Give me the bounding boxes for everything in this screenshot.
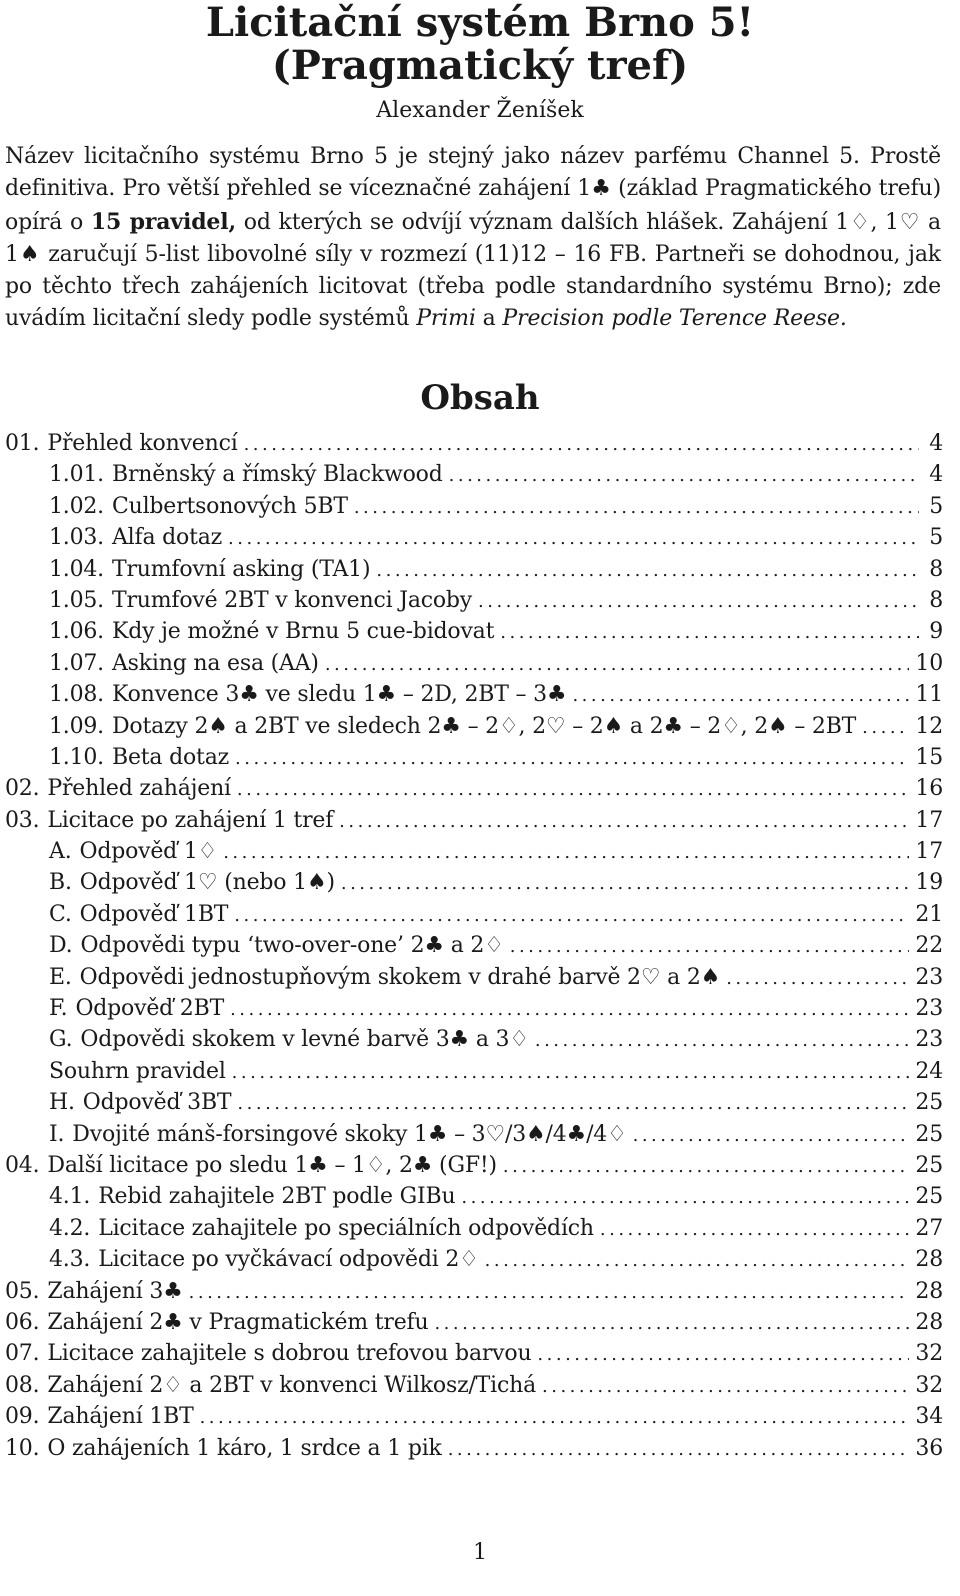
toc-entry-page: 15 <box>915 744 943 770</box>
toc-entry-text: Přehled zahájení <box>47 776 231 802</box>
toc-entry-label <box>49 1056 226 1087</box>
toc-entry-label <box>5 1433 442 1464</box>
toc-entry-label <box>5 805 333 836</box>
toc-leader-dots <box>237 774 910 805</box>
toc-entry-page: 28 <box>915 1247 943 1273</box>
toc-entry-text: Odpověď 1BT <box>79 901 229 927</box>
toc-entry-label <box>49 899 228 930</box>
toc-leader-dots <box>448 1434 910 1465</box>
toc-entry-text: Další licitace po sledu 1♣ – 1♢, 2♣ (GF!) <box>47 1152 497 1178</box>
toc-entry[interactable] <box>5 1433 943 1464</box>
toc-leader-dots <box>510 931 910 962</box>
toc-entry-label <box>49 491 348 522</box>
toc-entry[interactable] <box>5 1119 943 1150</box>
toc-leader-dots <box>228 523 919 554</box>
toc-entry-text: Dvojité mánš-forsingové skoky 1♣ – 3♡/3♠/4♣/4♢ <box>72 1121 627 1147</box>
toc-entry-text: Odpovědi typu ‘two-over-one’ 2♣ a 2♢ <box>80 933 504 959</box>
toc-entry-label <box>49 522 222 553</box>
toc-entry-text: Beta dotaz <box>111 744 229 770</box>
toc-entry-label <box>5 1401 194 1432</box>
toc-entry-text: Odpověď 2BT <box>75 996 225 1022</box>
toc-entry-text: Trumfovní asking (TA1) <box>111 556 371 582</box>
toc-entry-number: H. <box>49 1090 75 1116</box>
toc-entry-text: Culbertsonových 5BT <box>111 493 348 519</box>
toc-entry-number: C. <box>49 901 72 927</box>
toc-entry-label <box>49 1244 479 1275</box>
toc-entry-label <box>49 459 443 490</box>
toc-entry-label <box>5 1338 531 1369</box>
toc-leader-dots <box>449 460 919 491</box>
toc-entry[interactable] <box>5 742 943 773</box>
toc-entry-label <box>5 1370 536 1401</box>
toc-leader-dots <box>341 868 910 899</box>
toc-entry-text: Přehled konvencí <box>47 431 238 456</box>
toc-leader-dots <box>542 1371 909 1402</box>
toc-entry-number: 10. <box>5 1435 40 1461</box>
toc-entry[interactable] <box>5 428 943 459</box>
toc-entry-page: 25 <box>915 1121 943 1147</box>
toc-entry-page: 28 <box>915 1309 943 1335</box>
toc-entry-text: Zahájení 2♣ v Pragmatickém trefu <box>47 1309 429 1335</box>
toc-entry[interactable] <box>5 1213 943 1244</box>
toc-leader-dots <box>235 743 909 774</box>
toc-leader-dots <box>500 617 919 648</box>
toc-entry[interactable] <box>5 773 943 804</box>
toc-entry[interactable] <box>5 993 943 1024</box>
toc-entry-page: 34 <box>915 1404 943 1430</box>
toc-entry-text: Licitace po vyčkávací odpovědi 2♢ <box>98 1247 479 1273</box>
toc-entry-text: Licitace zahajitele po speciálních odpovědích <box>98 1215 594 1241</box>
toc-entry-number: 07. <box>5 1341 40 1367</box>
toc-entry-page: 21 <box>915 901 943 927</box>
toc-leader-dots <box>434 1308 909 1339</box>
toc-entry-page: 23 <box>915 964 943 990</box>
toc-entry[interactable] <box>5 1150 943 1181</box>
toc-entry-number: G. <box>49 1027 73 1053</box>
toc-entry-page: 32 <box>915 1372 943 1398</box>
toc-entry-label <box>5 773 231 804</box>
toc-entry-number: 1.02. <box>49 493 104 519</box>
intro-text-3: a <box>475 306 503 332</box>
toc-leader-dots <box>478 586 919 617</box>
toc-leader-dots <box>354 492 919 523</box>
toc-entry-text: Kdy je možné v Brnu 5 cue-bidovat <box>111 619 495 645</box>
toc-entry[interactable] <box>5 554 943 585</box>
toc-entry-label <box>5 1150 497 1181</box>
toc-entry-label <box>49 1213 594 1244</box>
toc-entry[interactable] <box>5 1338 943 1369</box>
toc-leader-dots <box>376 555 919 586</box>
toc-entry-page: 9 <box>929 619 943 645</box>
toc-entry-label <box>49 993 224 1024</box>
toc-entry-number: 05. <box>5 1278 40 1304</box>
toc-entry-text: Licitace po zahájení 1 tref <box>47 807 334 833</box>
toc-entry[interactable] <box>5 1401 943 1432</box>
author-name: Alexander Ženíšek <box>376 98 584 123</box>
toc-entry-number: 1.08. <box>49 682 104 708</box>
toc-entry[interactable] <box>5 616 943 647</box>
toc-entry-number: E. <box>49 964 72 990</box>
toc-entry[interactable] <box>5 1024 943 1055</box>
toc-entry[interactable] <box>5 585 943 616</box>
toc-entry-page: 24 <box>915 1058 943 1084</box>
intro-text-1: Název licitačního systému Brno 5 je stejný jako název parfému Channel 5. Prostě definitiva. Pro větší přehled se víceznačné zahájení 1♣ (základ Pragmatického trefu) opírá o <box>5 144 941 235</box>
toc-entry[interactable] <box>5 1244 943 1275</box>
toc-entry-page: 17 <box>915 839 943 865</box>
toc-entry[interactable] <box>5 836 943 867</box>
toc-entry-page: 12 <box>915 713 943 739</box>
toc-entry-label <box>49 1181 455 1212</box>
toc-leader-dots <box>234 900 909 931</box>
toc-entry-number: 1.01. <box>49 462 104 488</box>
toc-entry-page: 11 <box>915 682 943 708</box>
toc-entry-page: 25 <box>915 1090 943 1116</box>
toc-entry-label <box>5 1276 183 1307</box>
toc-entry-number: 09. <box>5 1404 40 1430</box>
toc-entry[interactable] <box>5 679 943 710</box>
toc-entry-text: Zahájení 3♣ <box>47 1278 183 1304</box>
toc-entry-text: O zahájeních 1 káro, 1 srdce a 1 pik <box>47 1435 442 1461</box>
toc-entry-number: 1.06. <box>49 619 104 645</box>
toc-entry-label <box>49 1119 627 1150</box>
toc-entry-page: 25 <box>915 1184 943 1210</box>
toc-entry[interactable] <box>5 1307 943 1338</box>
toc-entry-page: 8 <box>929 587 943 613</box>
document-title: Licitační systém Brno 5! <box>205 0 755 46</box>
toc-entry-text: Zahájení 1BT <box>47 1404 194 1430</box>
toc-entry-text: Odpověď 3BT <box>82 1090 232 1116</box>
toc-leader-dots <box>461 1182 909 1213</box>
toc-entry-number: 4.1. <box>49 1184 91 1210</box>
toc-entry-number: 1.09. <box>49 713 104 739</box>
intro-paragraph <box>5 141 941 336</box>
toc-entry-label <box>49 836 217 867</box>
toc-entry-number: 4.3. <box>49 1247 91 1273</box>
toc-entry-page: 36 <box>915 1435 943 1461</box>
toc-entry[interactable] <box>5 1276 943 1307</box>
toc-entry-number: 01. <box>5 431 40 456</box>
toc-entry-number: D. <box>49 933 73 959</box>
toc-entry-text: Odpovědi jednostupňovým skokem v drahé barvě 2♡ a 2♠ <box>79 964 721 990</box>
intro-italic-1: Primi <box>416 306 476 332</box>
toc-entry-label <box>5 1307 428 1338</box>
toc-entry-label <box>49 616 494 647</box>
toc-entry-page: 5 <box>929 525 943 551</box>
toc-entry-number: 1.04. <box>49 556 104 582</box>
toc-entry-label <box>49 962 720 993</box>
toc-entry-label <box>49 742 229 773</box>
toc-entry[interactable] <box>5 1181 943 1212</box>
toc-heading: Obsah <box>420 378 540 418</box>
toc-entry[interactable] <box>5 1087 943 1118</box>
toc-entry-text: Souhrn pravidel <box>49 1058 226 1084</box>
toc-entry-page: 17 <box>915 807 943 833</box>
toc-entry-text: Alfa dotaz <box>111 525 223 551</box>
toc-entry-number: F. <box>49 996 68 1022</box>
toc-entry-label <box>49 585 472 616</box>
document-subtitle: (Pragmatický tref) <box>271 42 689 89</box>
toc-leader-dots <box>600 1214 910 1245</box>
toc-entry-number: 04. <box>5 1152 40 1178</box>
toc-entry-page: 5 <box>929 493 943 519</box>
toc-entry[interactable] <box>5 930 943 961</box>
toc-leader-dots <box>200 1402 910 1433</box>
toc-entry[interactable] <box>5 962 943 993</box>
toc-leader-dots <box>230 994 909 1025</box>
toc-entry-label <box>49 711 856 742</box>
toc-entry-page: 22 <box>915 933 943 959</box>
toc-leader-dots <box>726 963 909 994</box>
toc-entry-number: 1.03. <box>49 525 104 551</box>
toc-entry-number: 03. <box>5 807 40 833</box>
toc-entry-number: 1.07. <box>49 650 104 676</box>
toc-entry-label <box>49 679 566 710</box>
table-of-contents <box>5 428 943 1464</box>
toc-entry[interactable] <box>5 491 943 522</box>
toc-entry[interactable] <box>5 522 943 553</box>
toc-leader-dots <box>232 1057 910 1088</box>
toc-entry[interactable] <box>5 648 943 679</box>
toc-entry-text: Licitace zahajitele s dobrou trefovou barvou <box>47 1341 532 1367</box>
toc-entry-page: 25 <box>915 1152 943 1178</box>
toc-entry-number: 02. <box>5 776 40 802</box>
toc-leader-dots <box>572 680 909 711</box>
toc-entry-text: Rebid zahajitele 2BT podle GIBu <box>98 1184 456 1210</box>
toc-entry-text: Zahájení 2♢ a 2BT v konvenci Wilkosz/Tichá <box>47 1372 536 1398</box>
toc-entry-number: 06. <box>5 1309 40 1335</box>
intro-text-2: od kterých se odvíjí význam dalších hlášek. Zahájení 1♢, 1♡ a 1♠ zaručují 5-list libovolné síly v rozmezí (11)12 – 16 FB. Partneři se dohodnou, jak po těchto třech zahájeních licitovat (třeba podle standardního systému Brno); zde uvádím licitační sledy podle systémů <box>5 209 941 332</box>
toc-entry[interactable] <box>5 459 943 490</box>
toc-leader-dots <box>537 1339 909 1370</box>
toc-entry-page: 23 <box>915 996 943 1022</box>
toc-entry-page: 4 <box>929 462 943 488</box>
toc-leader-dots <box>535 1025 910 1056</box>
toc-entry-number: I. <box>49 1121 65 1147</box>
intro-bold: 15 pravidel, <box>90 208 236 235</box>
toc-entry-number: 1.05. <box>49 587 104 613</box>
toc-entry-page: 27 <box>915 1215 943 1241</box>
toc-entry-page: 28 <box>915 1278 943 1304</box>
toc-entry-label <box>5 428 238 459</box>
toc-leader-dots <box>223 837 909 868</box>
toc-entry-page: 16 <box>915 776 943 802</box>
page-number: 1 <box>473 1540 487 1565</box>
toc-entry-number: 1.10. <box>49 744 104 770</box>
toc-leader-dots <box>189 1277 910 1308</box>
toc-entry-number: 08. <box>5 1372 40 1398</box>
toc-entry-label <box>49 867 335 898</box>
toc-entry-page: 23 <box>915 1027 943 1053</box>
toc-leader-dots <box>633 1120 910 1151</box>
toc-entry-text: Asking na esa (AA) <box>111 650 319 676</box>
toc-entry-text: Odpovědi skokem v levné barvě 3♣ a 3♢ <box>80 1027 529 1053</box>
toc-entry-label <box>49 1024 529 1055</box>
intro-italic-2: Precision podle Terence Reese. <box>502 306 847 332</box>
toc-entry[interactable] <box>5 867 943 898</box>
toc-leader-dots <box>339 806 909 837</box>
toc-entry-number: B. <box>49 870 72 896</box>
toc-entry-text: Odpověď 1♢ <box>79 839 218 865</box>
toc-entry[interactable] <box>5 1370 943 1401</box>
toc-entry-label <box>49 554 370 585</box>
toc-leader-dots <box>862 712 909 743</box>
toc-leader-dots <box>485 1245 910 1276</box>
toc-entry-label <box>49 1087 231 1118</box>
toc-entry-label <box>49 648 319 679</box>
toc-entry-page: 4 <box>929 431 943 456</box>
toc-entry[interactable] <box>5 711 943 742</box>
toc-entry-page: 10 <box>915 650 943 676</box>
toc-leader-dots <box>244 429 919 460</box>
toc-entry-label <box>49 930 504 961</box>
toc-leader-dots <box>237 1088 909 1119</box>
toc-entry[interactable] <box>5 1056 943 1087</box>
toc-entry-page: 19 <box>915 870 943 896</box>
toc-entry-text: Odpověď 1♡ (nebo 1♠) <box>79 870 335 896</box>
toc-leader-dots <box>325 649 910 680</box>
toc-entry-text: Trumfové 2BT v konvenci Jacoby <box>111 587 473 613</box>
toc-entry[interactable] <box>5 805 943 836</box>
toc-entry-text: Konvence 3♣ ve sledu 1♣ – 2D, 2BT – 3♣ <box>111 682 567 708</box>
toc-entry[interactable] <box>5 899 943 930</box>
toc-entry-number: 4.2. <box>49 1215 91 1241</box>
toc-entry-text: Brněnský a římský Blackwood <box>111 462 443 488</box>
toc-entry-page: 8 <box>929 556 943 582</box>
toc-entry-page: 32 <box>915 1341 943 1367</box>
toc-entry-number: A. <box>49 839 72 865</box>
toc-leader-dots <box>503 1151 909 1182</box>
toc-entry-text: Dotazy 2♠ a 2BT ve sledech 2♣ – 2♢, 2♡ – 2♠ a 2♣ – 2♢, 2♠ – 2BT <box>111 713 857 739</box>
